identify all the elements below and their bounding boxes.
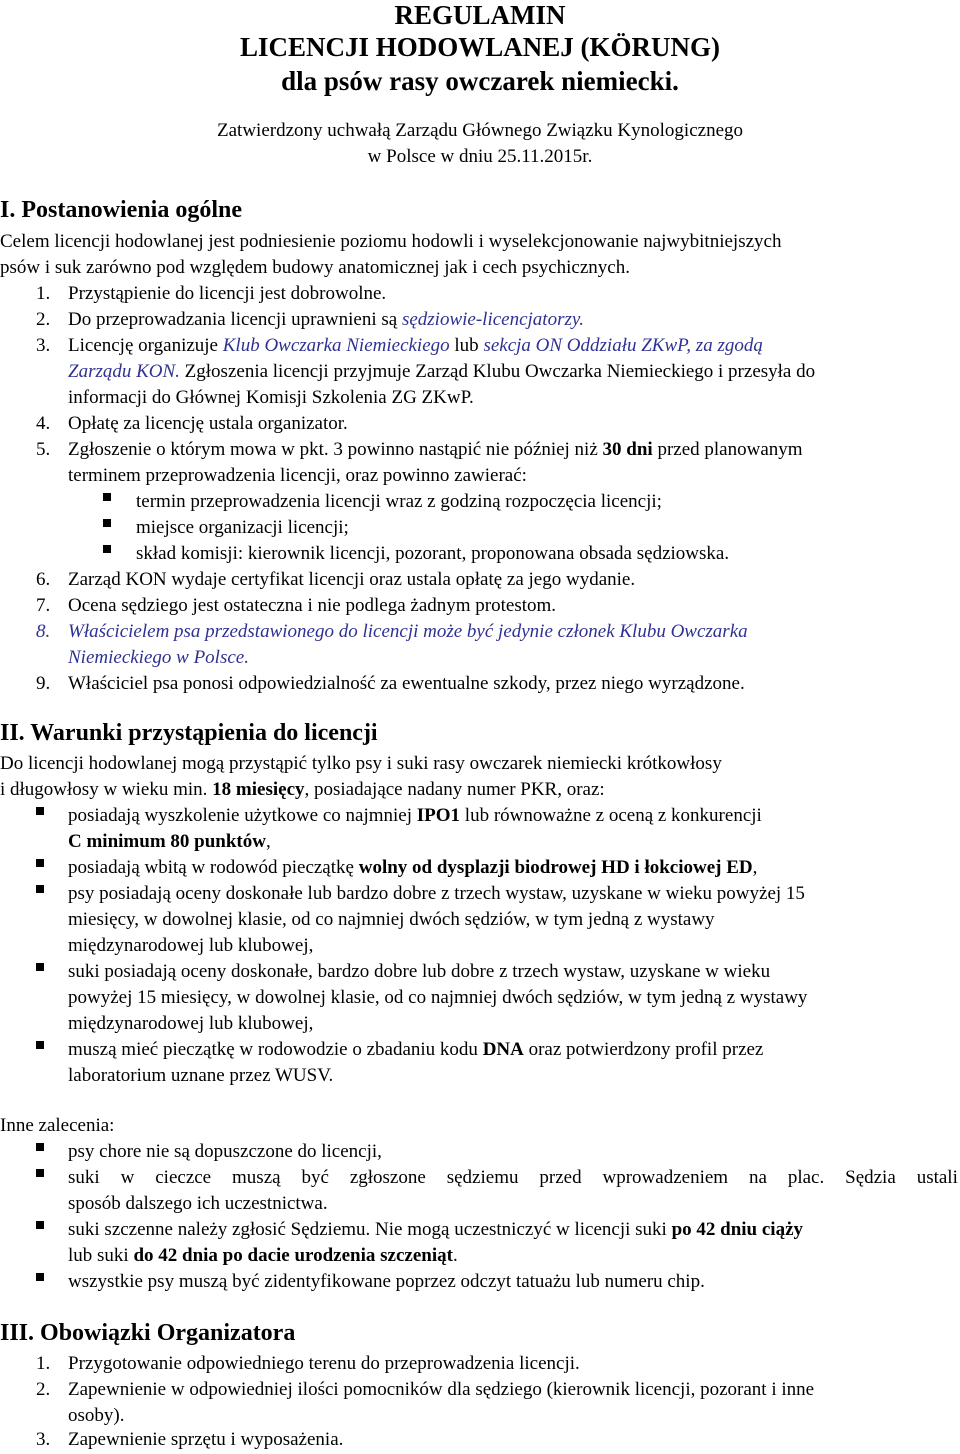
s1-bullet1: termin przeprowadzenia licencji wraz z godziną rozpoczęcia licencji; <box>136 491 662 512</box>
s2-b5-c: oraz potwierdzony profil przez <box>523 1039 764 1060</box>
square-bullet-icon <box>36 1273 44 1281</box>
s1-item4-number: 4. <box>36 413 51 434</box>
square-bullet-icon <box>36 885 44 893</box>
s3-item1-number: 1. <box>36 1353 51 1374</box>
s1-item2-text-a: Do przeprowadzania licencji uprawnieni są <box>68 309 402 330</box>
s1-item8-line1: Właścicielem psa przedstawionego do licencji może być jedynie członek Klubu Owczarka <box>68 621 748 642</box>
s2-b1-points: C minimum 80 punktów <box>68 831 266 852</box>
s1-item2-text <box>68 307 584 333</box>
document-title-line3: dla psów rasy owczarek niemiecki. <box>281 66 679 96</box>
section1-intro-line1: Celem licencji hodowlanej jest podniesienie poziomu hodowli i wyselekcjonowanie najwybitniejszych <box>0 231 782 252</box>
s1-item9-text: Właściciel psa ponosi odpowiedzialność za ewentualne szkody, przez niego wyrządzone. <box>68 673 745 694</box>
s2-b2-hd: wolny od dysplazji biodrowej HD i łokciowej ED <box>358 857 753 878</box>
s1-item5-line2: terminem przeprowadzenia licencji, oraz powinno zawierać: <box>68 465 527 486</box>
s3-item3-text: Zapewnienie sprzętu i wyposażenia. <box>68 1429 344 1450</box>
s2-b1-a: posiadają wyszkolenie użytkowe co najmniej <box>68 805 417 826</box>
s2-bullet1-line1 <box>68 803 762 829</box>
s1-item6-text: Zarząd KON wydaje certyfikat licencji oraz ustala opłatę za jego wydanie. <box>68 569 636 590</box>
word: być <box>301 1167 329 1188</box>
s1-item1-text: Przystąpienie do licencji jest dobrowolne. <box>68 283 387 304</box>
section2-para-line2 <box>0 777 605 803</box>
other-bullet2-line2: sposób dalszego ich uczestnictwa. <box>68 1193 328 1214</box>
word: muszą <box>232 1167 281 1188</box>
s1-item3-section: sekcja ON Oddziału ZKwP, za zgodą <box>483 335 763 356</box>
section2-heading: II. Warunki przystąpienia do licencji <box>0 720 378 746</box>
other-bullet4: wszystkie psy muszą być zidentyfikowane poprzez odczyt tatuażu lub numeru chip. <box>68 1271 705 1292</box>
s1-item5-c: przed planowanym <box>652 439 803 460</box>
s2-bullet4-line1: suki posiadają oceny doskonałe, bardzo dobre lub dobre z trzech wystaw, uzyskane w wieku <box>68 961 771 982</box>
s1-item5-number: 5. <box>36 439 51 460</box>
document-title-line1: REGULAMIN <box>394 0 566 30</box>
s3-item3-number: 3. <box>36 1429 51 1450</box>
s1-item1-number: 1. <box>36 283 51 304</box>
s1-item3-line1 <box>68 333 763 359</box>
s2-bullet5-line2: laboratorium uznane przez WUSV. <box>68 1065 334 1086</box>
s3-item1-text: Przygotowanie odpowiedniego terenu do przeprowadzenia licencji. <box>68 1353 580 1374</box>
s3-item2-line2: osoby). <box>68 1405 125 1426</box>
word: cieczce <box>155 1167 212 1188</box>
section1-heading: I. Postanowienia ogólne <box>0 197 243 223</box>
square-bullet-icon <box>103 519 111 527</box>
s3-item2-number: 2. <box>36 1379 51 1400</box>
s1-bullet2: miejsce organizacji licencji; <box>136 517 349 538</box>
s1-item2-number: 2. <box>36 309 51 330</box>
s1-item3-f: Zgłoszenia licencji przyjmuje Zarząd Klubu Owczarka Niemieckiego i przesyła do <box>179 361 816 382</box>
square-bullet-icon <box>36 859 44 867</box>
s1-item4-text: Opłatę za licencję ustala organizator. <box>68 413 348 434</box>
s2-bullet5-line1 <box>68 1037 763 1063</box>
other-b3-e: . <box>452 1245 458 1266</box>
s2-b2-c: , <box>752 857 758 878</box>
word: ustali <box>916 1167 958 1188</box>
section2-para-line1: Do licencji hodowlanej mogą przystąpić tylko psy i suki rasy owczarek niemiecki krótkowłosy <box>0 753 722 774</box>
s2-bullet3-line2: miesięcy, w dowolnej klasie, od co najmniej dwóch sędziów, w tym jedną z wystawy <box>68 909 715 930</box>
word: Sędzia <box>845 1167 896 1188</box>
s1-item9-number: 9. <box>36 673 51 694</box>
other-bullet2-line1 <box>68 1165 958 1191</box>
s1-item3-line3: informacji do Głównej Komisji Szkolenia ZG ZKwP. <box>68 387 474 408</box>
word: przed <box>539 1167 582 1188</box>
approval-line1: Zatwierdzony uchwałą Zarządu Głównego Związku Kynologicznego <box>217 120 743 141</box>
s1-item8-line2: Niemieckiego w Polsce. <box>68 647 249 668</box>
other-b3-pregnancy: po 42 dniu ciąży <box>671 1219 804 1240</box>
word: wprowadzeniem <box>602 1167 729 1188</box>
section3-heading: III. Obowiązki Organizatora <box>0 1320 296 1346</box>
other-b3-birth: do 42 dnia po dacie urodzenia szczeniąt <box>133 1245 453 1266</box>
s2-bullet3-line3: międzynarodowej lub klubowej, <box>68 935 314 956</box>
square-bullet-icon <box>36 1041 44 1049</box>
square-bullet-icon <box>36 1221 44 1229</box>
s1-item5-days: 30 dni <box>602 439 653 460</box>
s1-item6-number: 6. <box>36 569 51 590</box>
s2-bullet4-line3: międzynarodowej lub klubowej, <box>68 1013 314 1034</box>
s2-p2-c: , posiadające nadany numer PKR, oraz: <box>304 779 605 800</box>
other-b3-c: lub suki <box>68 1245 134 1266</box>
s1-item3-line2 <box>68 359 815 385</box>
s1-item3-a: Licencję organizuje <box>68 335 223 356</box>
s1-item3-number: 3. <box>36 335 51 356</box>
s1-item5-line1 <box>68 437 803 463</box>
other-bullet3-line1 <box>68 1217 803 1243</box>
other-bullet3-line2 <box>68 1243 458 1269</box>
s2-b1-ipo: IPO1 <box>416 805 461 826</box>
other-heading: Inne zalecenia: <box>0 1115 115 1136</box>
s2-b5-dna: DNA <box>482 1039 524 1060</box>
s1-bullet3: skład komisji: kierownik licencji, pozorant, proponowana obsada sędziowska. <box>136 543 730 564</box>
square-bullet-icon <box>36 1143 44 1151</box>
square-bullet-icon <box>103 545 111 553</box>
s2-b1-c: lub równoważne z oceną z konkurencji <box>460 805 762 826</box>
s2-b1-e: , <box>265 831 271 852</box>
s2-bullet4-line2: powyżej 15 miesięcy, w dowolnej klasie, od co najmniej dwóch sędziów, w tym jedną z wystawy <box>68 987 808 1008</box>
other-b3-a: suki szczenne należy zgłosić Sędziemu. Nie mogą uczestniczyć w licencji suki <box>68 1219 672 1240</box>
word: w <box>120 1167 135 1188</box>
s1-item3-club: Klub Owczarka Niemieckiego <box>222 335 450 356</box>
word: sędziemu <box>446 1167 519 1188</box>
s1-item5-a: Zgłoszenie o którym mowa w pkt. 3 powinno nastąpić nie później niż <box>68 439 603 460</box>
s2-p2-age: 18 miesięcy <box>212 779 305 800</box>
word: na <box>748 1167 767 1188</box>
s2-bullet2 <box>68 855 757 881</box>
approval-line2: w Polsce w dniu 25.11.2015r. <box>367 146 593 167</box>
s1-item7-text: Ocena sędziego jest ostateczna i nie podlega żadnym protestom. <box>68 595 557 616</box>
square-bullet-icon <box>36 1169 44 1177</box>
s1-item8-number: 8. <box>36 621 51 642</box>
word: suki <box>68 1167 100 1188</box>
s2-bullet1-line2 <box>68 829 271 855</box>
s1-item3-c: lub <box>449 335 484 356</box>
square-bullet-icon <box>36 963 44 971</box>
s1-item2-link: sędziowie-licencjatorzy. <box>401 309 585 330</box>
square-bullet-icon <box>36 807 44 815</box>
other-bullet1: psy chore nie są dopuszczone do licencji, <box>68 1141 382 1162</box>
s3-item2-line1: Zapewnienie w odpowiedniej ilości pomocników dla sędziego (kierownik licencji, pozorant i inne <box>68 1379 815 1400</box>
s1-item3-board: Zarządu KON. <box>68 361 180 382</box>
section1-intro-line2: psów i suk zarówno pod względem budowy anatomicznej jak i cech psychicznych. <box>0 257 630 278</box>
s2-b5-a: muszą mieć pieczątkę w rodowodzie o zbadaniu kodu <box>68 1039 483 1060</box>
square-bullet-icon <box>103 493 111 501</box>
document-title-line2: LICENCJI HODOWLANEJ (KÖRUNG) <box>239 32 721 62</box>
word: plac. <box>787 1167 825 1188</box>
s2-bullet3-line1: psy posiadają oceny doskonałe lub bardzo dobre z trzech wystaw, uzyskane w wieku powyżej 15 <box>68 883 805 904</box>
word: zgłoszone <box>349 1167 426 1188</box>
s2-b2-a: posiadają wbitą w rodowód pieczątkę <box>68 857 359 878</box>
s2-p2-a: i długowłosy w wieku min. <box>0 779 213 800</box>
s1-item7-number: 7. <box>36 595 51 616</box>
